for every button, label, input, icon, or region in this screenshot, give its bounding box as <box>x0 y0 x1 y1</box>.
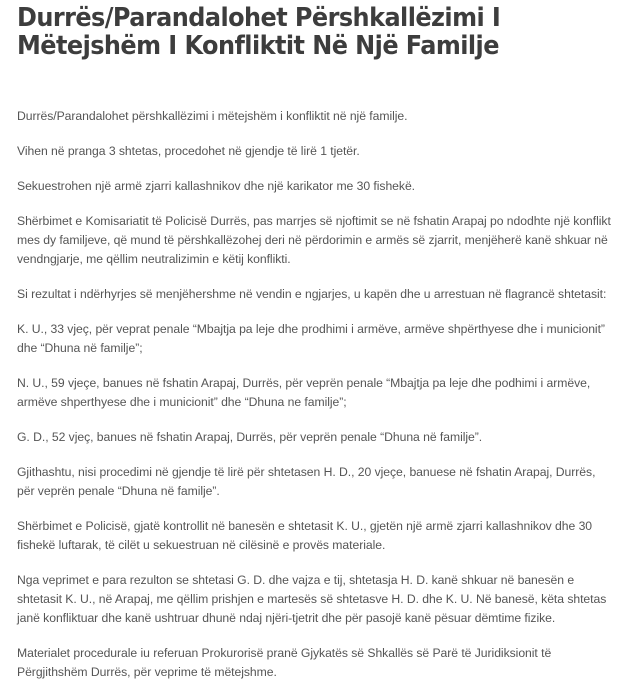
article-paragraph: Si rezultat i ndërhyrjes së menjëhershme në vendin e ngjarjes, u kapën dhe u arrestuan në flagrancë shtetasit: <box>17 287 607 301</box>
article-paragraph: K. U., 33 vjeç, për veprat penale “Mbajtja pa leje dhe prodhimi i armëve, armëve shpërthyese dhe i municionit” dhe “Dhuna në familje”; <box>17 322 605 355</box>
article-paragraph: Gjithashtu, nisi procedimi në gjendje të lirë për shtetasen H. D., 20 vjeçe, banuese në fshatin Arapaj, Durrës, për veprën penale “Dhuna në familje”. <box>17 465 596 498</box>
article-paragraph: Shërbimet e Komisariatit të Policisë Durrës, pas marrjes së njoftimit se në fshatin Arapaj po ndodhte një konflikt mes dy familjeve, që mund të përshkallëzohej deri në përdorimin e armës së zjarrit, menjëherë kanë shkuar në vendngjarje, me qëllim neutralizimin e këtij konflikti. <box>17 214 611 266</box>
article-paragraph: Shërbimet e Policisë, gjatë kontrollit në banesën e shtetasit K. U., gjetën një armë zjarri kallashnikov dhe 30 fishekë luftarak, të cilët u sekuestruan në cilësinë e provës materiale. <box>17 519 593 552</box>
article-title-line-2: Mëtejshëm I Konfliktit Në Një Familje <box>17 31 499 61</box>
article-paragraph: Materialet procedurale iu referuan Prokurorisë pranë Gjykatës së Shkallës së Parë të Juridiksionit të Përgjithshëm Durrës, për veprime të mëtejshme. <box>17 646 552 679</box>
news-article <box>17 0 611 698</box>
article-title <box>17 0 619 60</box>
article-body <box>17 107 611 682</box>
article-paragraph: Vihen në pranga 3 shtetas, procedohet në gjendje të lirë 1 tjetër. <box>17 144 360 158</box>
article-paragraph: G. D., 52 vjeç, banues në fshatin Arapaj, Durrës, për veprën penale “Dhuna në familje”. <box>17 430 483 444</box>
article-paragraph: Sekuestrohen një armë zjarri kallashnikov dhe një karikator me 30 fishekë. <box>17 179 416 193</box>
article-title-line-1: Durrës/Parandalohet Përshkallëzimi I <box>17 3 501 33</box>
article-paragraph: N. U., 59 vjeçe, banues në fshatin Arapaj, Durrës, për veprën penale “Mbajtja pa leje dhe podhimi i armëve, armëve shperthyese dhe i municionit” dhe “Dhuna ne familje”; <box>17 376 591 409</box>
article-paragraph: Durrës/Parandalohet përshkallëzimi i mëtejshëm i konfliktit në një familje. <box>17 109 408 123</box>
article-paragraph: Nga veprimet e para rezulton se shtetasi G. D. dhe vajza e tij, shtetasja H. D. kanë shkuar në banesën e shtetasit K. U., në Arapaj, me qëllim prishjen e martesës së shtetasve H. D. dhe K. U. Në banesë, këta shtetas janë konfliktuar dhe kanë ushtruar dhunë ndaj njëri-tjetrit dhe për pasojë kanë pësuar dëmtime fizike. <box>17 573 607 625</box>
